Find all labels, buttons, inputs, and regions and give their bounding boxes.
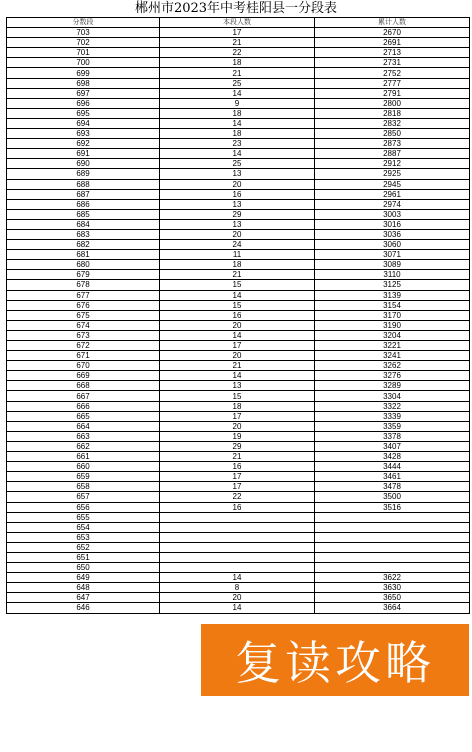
cell-count: 13 — [160, 169, 315, 179]
cell-cumulative: 3289 — [315, 381, 470, 391]
table-row — [7, 330, 470, 340]
table-row — [7, 219, 470, 229]
cell-count: 13 — [160, 219, 315, 229]
cell-score: 657 — [7, 492, 160, 502]
cell-count: 20 — [160, 593, 315, 603]
cell-cumulative: 2713 — [315, 48, 470, 58]
table-row — [7, 411, 470, 421]
cell-score: 662 — [7, 441, 160, 451]
table-row — [7, 351, 470, 361]
table-row — [7, 320, 470, 330]
cell-score: 677 — [7, 290, 160, 300]
cell-count: 17 — [160, 482, 315, 492]
cell-count: 16 — [160, 189, 315, 199]
cell-count: 18 — [160, 58, 315, 68]
cell-score: 668 — [7, 381, 160, 391]
cell-count: 21 — [160, 270, 315, 280]
cell-count — [160, 512, 315, 522]
table-row — [7, 522, 470, 532]
cell-count — [160, 532, 315, 542]
cell-cumulative: 3060 — [315, 240, 470, 250]
cell-cumulative: 3125 — [315, 280, 470, 290]
cell-cumulative: 3428 — [315, 452, 470, 462]
cell-cumulative: 2925 — [315, 169, 470, 179]
table-body — [7, 28, 470, 613]
cell-cumulative: 2731 — [315, 58, 470, 68]
table-row — [7, 583, 470, 593]
cell-score: 684 — [7, 219, 160, 229]
cell-count: 18 — [160, 129, 315, 139]
cell-score: 679 — [7, 270, 160, 280]
cell-cumulative: 3204 — [315, 330, 470, 340]
cell-cumulative: 3500 — [315, 492, 470, 502]
cell-score: 651 — [7, 552, 160, 562]
cell-count: 15 — [160, 300, 315, 310]
cell-count: 22 — [160, 492, 315, 502]
cell-score: 691 — [7, 149, 160, 159]
cell-score: 702 — [7, 38, 160, 48]
cell-score: 689 — [7, 169, 160, 179]
cell-count: 14 — [160, 330, 315, 340]
cell-count: 17 — [160, 28, 315, 38]
cell-score: 696 — [7, 98, 160, 108]
table-row — [7, 78, 470, 88]
cell-cumulative: 3071 — [315, 250, 470, 260]
cell-cumulative: 3478 — [315, 482, 470, 492]
table-row — [7, 381, 470, 391]
cell-cumulative: 3630 — [315, 583, 470, 593]
table-row — [7, 229, 470, 239]
cell-score: 661 — [7, 452, 160, 462]
table-row — [7, 462, 470, 472]
table-row — [7, 431, 470, 441]
cell-score: 701 — [7, 48, 160, 58]
cell-score: 669 — [7, 371, 160, 381]
cell-count: 29 — [160, 441, 315, 451]
cell-count: 18 — [160, 260, 315, 270]
cell-count: 20 — [160, 421, 315, 431]
cell-score: 671 — [7, 351, 160, 361]
cell-score: 667 — [7, 391, 160, 401]
cell-cumulative: 3339 — [315, 411, 470, 421]
table-row — [7, 441, 470, 451]
table-row — [7, 603, 470, 613]
table-row — [7, 68, 470, 78]
table-row — [7, 149, 470, 159]
cell-score: 692 — [7, 139, 160, 149]
cell-count: 14 — [160, 290, 315, 300]
table-row — [7, 421, 470, 431]
table-row — [7, 563, 470, 573]
cell-count: 14 — [160, 371, 315, 381]
table-row — [7, 260, 470, 270]
column-header-cumulative: 累计人数 — [315, 18, 470, 28]
watermark-banner: 复读攻略 — [201, 624, 469, 696]
cell-cumulative: 3622 — [315, 573, 470, 583]
table-row — [7, 401, 470, 411]
cell-cumulative: 2887 — [315, 149, 470, 159]
table-row — [7, 371, 470, 381]
cell-score: 697 — [7, 88, 160, 98]
table-row — [7, 472, 470, 482]
table-row — [7, 108, 470, 118]
cell-cumulative — [315, 552, 470, 562]
cell-cumulative — [315, 512, 470, 522]
cell-cumulative: 2945 — [315, 179, 470, 189]
cell-cumulative: 3262 — [315, 361, 470, 371]
table-row — [7, 290, 470, 300]
cell-cumulative: 2850 — [315, 129, 470, 139]
table-row — [7, 270, 470, 280]
table-row — [7, 169, 470, 179]
table-row — [7, 573, 470, 583]
cell-cumulative: 3241 — [315, 351, 470, 361]
table-row — [7, 118, 470, 128]
cell-cumulative: 3650 — [315, 593, 470, 603]
cell-score: 656 — [7, 502, 160, 512]
cell-count: 18 — [160, 401, 315, 411]
cell-score: 687 — [7, 189, 160, 199]
cell-cumulative — [315, 542, 470, 552]
cell-cumulative: 3461 — [315, 472, 470, 482]
cell-score: 659 — [7, 472, 160, 482]
table-row — [7, 391, 470, 401]
table-row — [7, 179, 470, 189]
cell-count: 11 — [160, 250, 315, 260]
cell-count: 20 — [160, 320, 315, 330]
cell-count: 24 — [160, 240, 315, 250]
cell-cumulative: 3190 — [315, 320, 470, 330]
cell-count: 25 — [160, 78, 315, 88]
cell-score: 650 — [7, 563, 160, 573]
cell-count: 15 — [160, 280, 315, 290]
cell-score: 666 — [7, 401, 160, 411]
cell-score: 685 — [7, 209, 160, 219]
cell-cumulative: 3003 — [315, 209, 470, 219]
cell-cumulative: 3444 — [315, 462, 470, 472]
cell-count: 22 — [160, 48, 315, 58]
cell-count: 14 — [160, 573, 315, 583]
cell-cumulative: 3322 — [315, 401, 470, 411]
cell-cumulative: 3154 — [315, 300, 470, 310]
cell-cumulative: 3276 — [315, 371, 470, 381]
cell-count: 20 — [160, 179, 315, 189]
cell-count — [160, 563, 315, 573]
cell-cumulative: 2818 — [315, 108, 470, 118]
cell-count: 20 — [160, 229, 315, 239]
cell-count: 21 — [160, 361, 315, 371]
cell-score: 680 — [7, 260, 160, 270]
cell-count: 21 — [160, 38, 315, 48]
cell-cumulative: 3378 — [315, 431, 470, 441]
cell-score: 648 — [7, 583, 160, 593]
cell-cumulative: 3359 — [315, 421, 470, 431]
cell-score: 681 — [7, 250, 160, 260]
cell-cumulative: 2777 — [315, 78, 470, 88]
table-row — [7, 310, 470, 320]
cell-count: 17 — [160, 472, 315, 482]
cell-count: 23 — [160, 139, 315, 149]
cell-score: 647 — [7, 593, 160, 603]
cell-score: 658 — [7, 482, 160, 492]
cell-score: 665 — [7, 411, 160, 421]
table-row — [7, 48, 470, 58]
table-header-row — [7, 18, 470, 28]
table-row — [7, 58, 470, 68]
cell-score: 699 — [7, 68, 160, 78]
cell-score: 700 — [7, 58, 160, 68]
cell-cumulative: 3170 — [315, 310, 470, 320]
cell-count: 15 — [160, 391, 315, 401]
cell-score: 678 — [7, 280, 160, 290]
cell-cumulative — [315, 563, 470, 573]
cell-count: 14 — [160, 603, 315, 613]
table-row — [7, 341, 470, 351]
cell-count: 29 — [160, 209, 315, 219]
cell-score: 660 — [7, 462, 160, 472]
cell-cumulative: 2691 — [315, 38, 470, 48]
cell-cumulative: 2800 — [315, 98, 470, 108]
cell-score: 670 — [7, 361, 160, 371]
column-header-count: 本段人数 — [160, 18, 315, 28]
cell-score: 690 — [7, 159, 160, 169]
table-row — [7, 593, 470, 603]
cell-score: 683 — [7, 229, 160, 239]
cell-score: 646 — [7, 603, 160, 613]
score-distribution-table — [6, 17, 470, 614]
cell-count: 25 — [160, 159, 315, 169]
cell-cumulative: 2791 — [315, 88, 470, 98]
table-row — [7, 552, 470, 562]
cell-count: 16 — [160, 502, 315, 512]
cell-count: 14 — [160, 118, 315, 128]
cell-cumulative: 3036 — [315, 229, 470, 239]
cell-cumulative: 3304 — [315, 391, 470, 401]
cell-score: 688 — [7, 179, 160, 189]
cell-count: 16 — [160, 310, 315, 320]
cell-score: 686 — [7, 199, 160, 209]
cell-cumulative: 3664 — [315, 603, 470, 613]
cell-cumulative: 2670 — [315, 28, 470, 38]
cell-cumulative: 3516 — [315, 502, 470, 512]
cell-count: 13 — [160, 199, 315, 209]
cell-cumulative: 2873 — [315, 139, 470, 149]
cell-score: 672 — [7, 341, 160, 351]
cell-count: 18 — [160, 108, 315, 118]
cell-cumulative — [315, 532, 470, 542]
cell-cumulative: 2961 — [315, 189, 470, 199]
cell-count: 20 — [160, 351, 315, 361]
cell-score: 655 — [7, 512, 160, 522]
table-row — [7, 361, 470, 371]
table-row — [7, 88, 470, 98]
cell-score: 695 — [7, 108, 160, 118]
table-row — [7, 199, 470, 209]
cell-score: 649 — [7, 573, 160, 583]
table-row — [7, 129, 470, 139]
cell-cumulative: 3110 — [315, 270, 470, 280]
table-row — [7, 492, 470, 502]
column-header-score: 分数段 — [7, 18, 160, 28]
cell-cumulative: 3407 — [315, 441, 470, 451]
table-row — [7, 300, 470, 310]
cell-score: 654 — [7, 522, 160, 532]
cell-count: 8 — [160, 583, 315, 593]
table-row — [7, 502, 470, 512]
table-row — [7, 452, 470, 462]
cell-score: 664 — [7, 421, 160, 431]
cell-score: 675 — [7, 310, 160, 320]
cell-score: 674 — [7, 320, 160, 330]
table-row — [7, 250, 470, 260]
cell-count: 21 — [160, 68, 315, 78]
cell-score: 703 — [7, 28, 160, 38]
table-row — [7, 159, 470, 169]
table-row — [7, 189, 470, 199]
table-row — [7, 98, 470, 108]
cell-score: 652 — [7, 542, 160, 552]
table-row — [7, 512, 470, 522]
cell-count: 17 — [160, 411, 315, 421]
cell-count: 13 — [160, 381, 315, 391]
table-row — [7, 38, 470, 48]
cell-score: 693 — [7, 129, 160, 139]
table-row — [7, 482, 470, 492]
cell-cumulative: 3221 — [315, 341, 470, 351]
table-row — [7, 532, 470, 542]
table-row — [7, 542, 470, 552]
cell-cumulative: 2974 — [315, 199, 470, 209]
table-row — [7, 139, 470, 149]
cell-count — [160, 552, 315, 562]
cell-count: 16 — [160, 462, 315, 472]
cell-count: 9 — [160, 98, 315, 108]
cell-count: 19 — [160, 431, 315, 441]
cell-cumulative: 2832 — [315, 118, 470, 128]
cell-count: 14 — [160, 149, 315, 159]
cell-cumulative: 2752 — [315, 68, 470, 78]
cell-cumulative: 2912 — [315, 159, 470, 169]
cell-count — [160, 522, 315, 532]
table-row — [7, 240, 470, 250]
cell-score: 698 — [7, 78, 160, 88]
table-row — [7, 280, 470, 290]
cell-cumulative — [315, 522, 470, 532]
cell-cumulative: 3089 — [315, 260, 470, 270]
cell-cumulative: 3139 — [315, 290, 470, 300]
cell-score: 653 — [7, 532, 160, 542]
cell-cumulative: 3016 — [315, 219, 470, 229]
cell-score: 682 — [7, 240, 160, 250]
table-row — [7, 209, 470, 219]
cell-score: 676 — [7, 300, 160, 310]
cell-score: 673 — [7, 330, 160, 340]
cell-count: 14 — [160, 88, 315, 98]
cell-count: 17 — [160, 341, 315, 351]
cell-count — [160, 542, 315, 552]
cell-score: 663 — [7, 431, 160, 441]
cell-score: 694 — [7, 118, 160, 128]
page-title: 郴州市2023年中考桂阳县一分段表 — [134, 1, 338, 16]
cell-count: 21 — [160, 452, 315, 462]
table-row — [7, 28, 470, 38]
